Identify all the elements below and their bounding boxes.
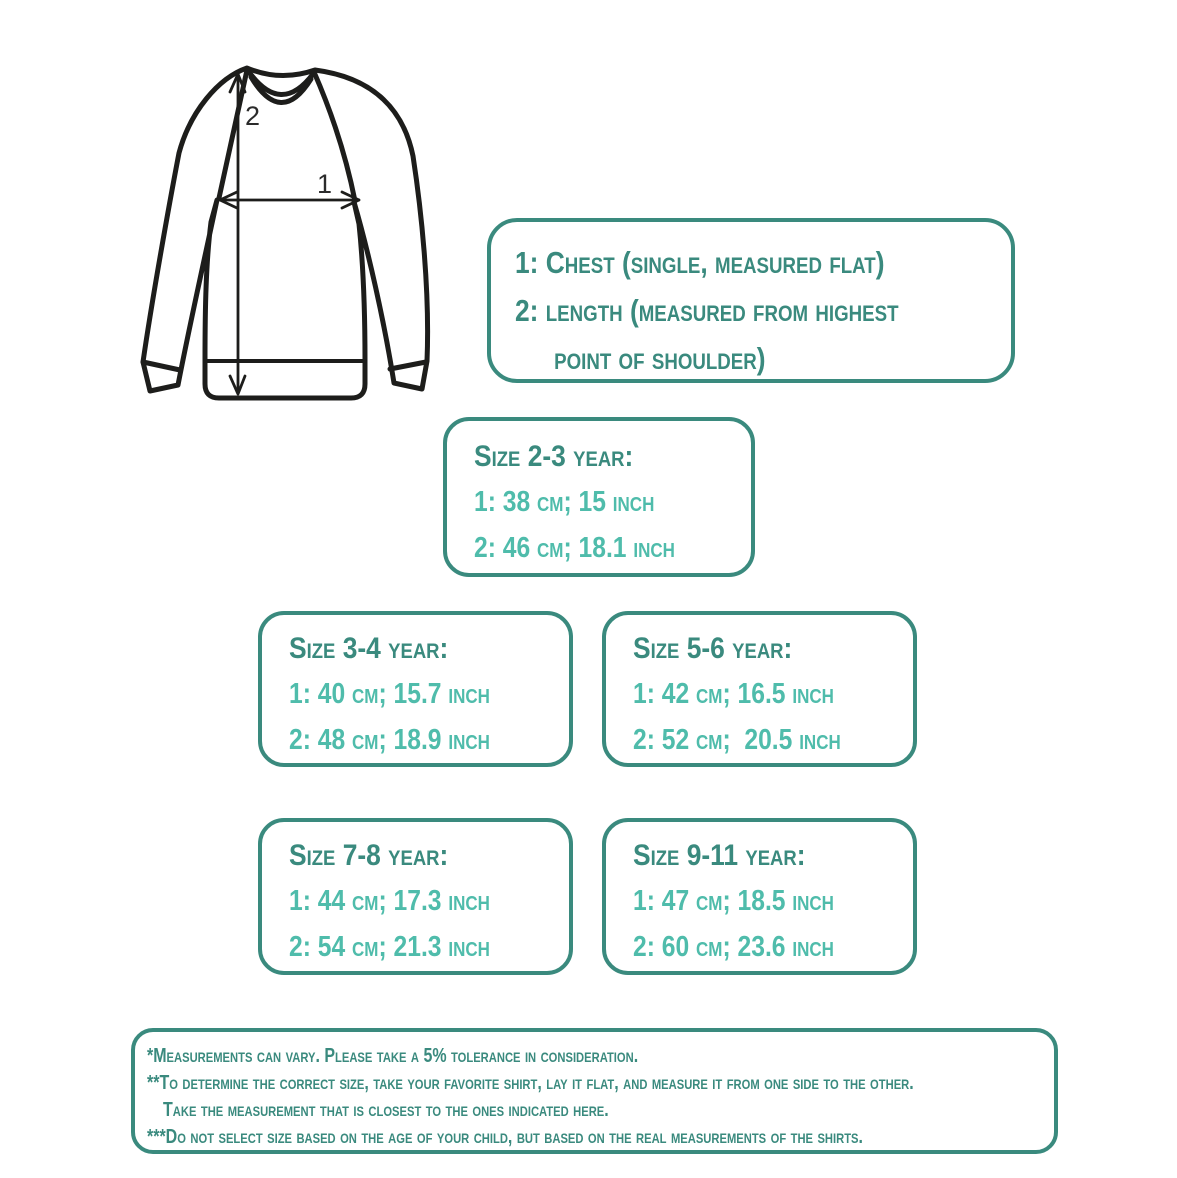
size-box-title: Size 7-8 year: [289,839,449,872]
size-box-9-11-year [602,818,917,975]
size-box-5-6-year [602,611,917,767]
sweater-outline-icon [143,68,428,398]
chest-measurement: 1: 42 cm; 16.5 inch [633,678,834,710]
length-measurement: 2: 52 cm; 20.5 inch [633,724,841,756]
note-line-tolerance: *Measurements can vary. Please take a 5% tolerance in consideration. [147,1045,639,1067]
size-box-title: Size 3-4 year: [289,632,449,665]
notes-box [131,1028,1058,1154]
length-measurement: 2: 46 cm; 18.1 inch [474,532,675,564]
legend-line-length-cont: point of shoulder) [554,341,766,376]
size-box-title: Size 5-6 year: [633,632,793,665]
chest-measurement: 1: 44 cm; 17.3 inch [289,885,490,917]
chest-measurement: 1: 47 cm; 18.5 inch [633,885,834,917]
measurement-arrows [220,74,359,394]
size-box-2-3-year [443,417,755,577]
note-line-age-warning: ***Do not select size based on the age of your child, but based on the real measurements of the shirts. [147,1126,863,1148]
chest-measurement: 1: 40 cm; 15.7 inch [289,678,490,710]
size-box-7-8-year [258,818,573,975]
sweater-diagram [130,50,470,430]
legend-line-length: 2: length (measured from highest [515,293,899,328]
length-arrow-label: 2 [245,101,261,131]
note-line-how-to-measure-cont: Take the measurement that is closest to the ones indicated here. [163,1099,609,1121]
legend-line-chest: 1: Chest (single, measured flat) [515,245,885,280]
length-measurement: 2: 54 cm; 21.3 inch [289,931,490,963]
length-measurement: 2: 48 cm; 18.9 inch [289,724,490,756]
note-line-how-to-measure: **To determine the correct size, take your favorite shirt, lay it flat, and measure it from one side to the other. [147,1072,914,1094]
chest-measurement: 1: 38 cm; 15 inch [474,486,655,518]
chest-arrow-label: 1 [317,169,333,199]
measurement-legend-box [487,218,1015,383]
size-box-3-4-year [258,611,573,767]
size-box-title: Size 2-3 year: [474,440,634,473]
size-box-title: Size 9-11 year: [633,839,806,872]
length-measurement: 2: 60 cm; 23.6 inch [633,931,834,963]
